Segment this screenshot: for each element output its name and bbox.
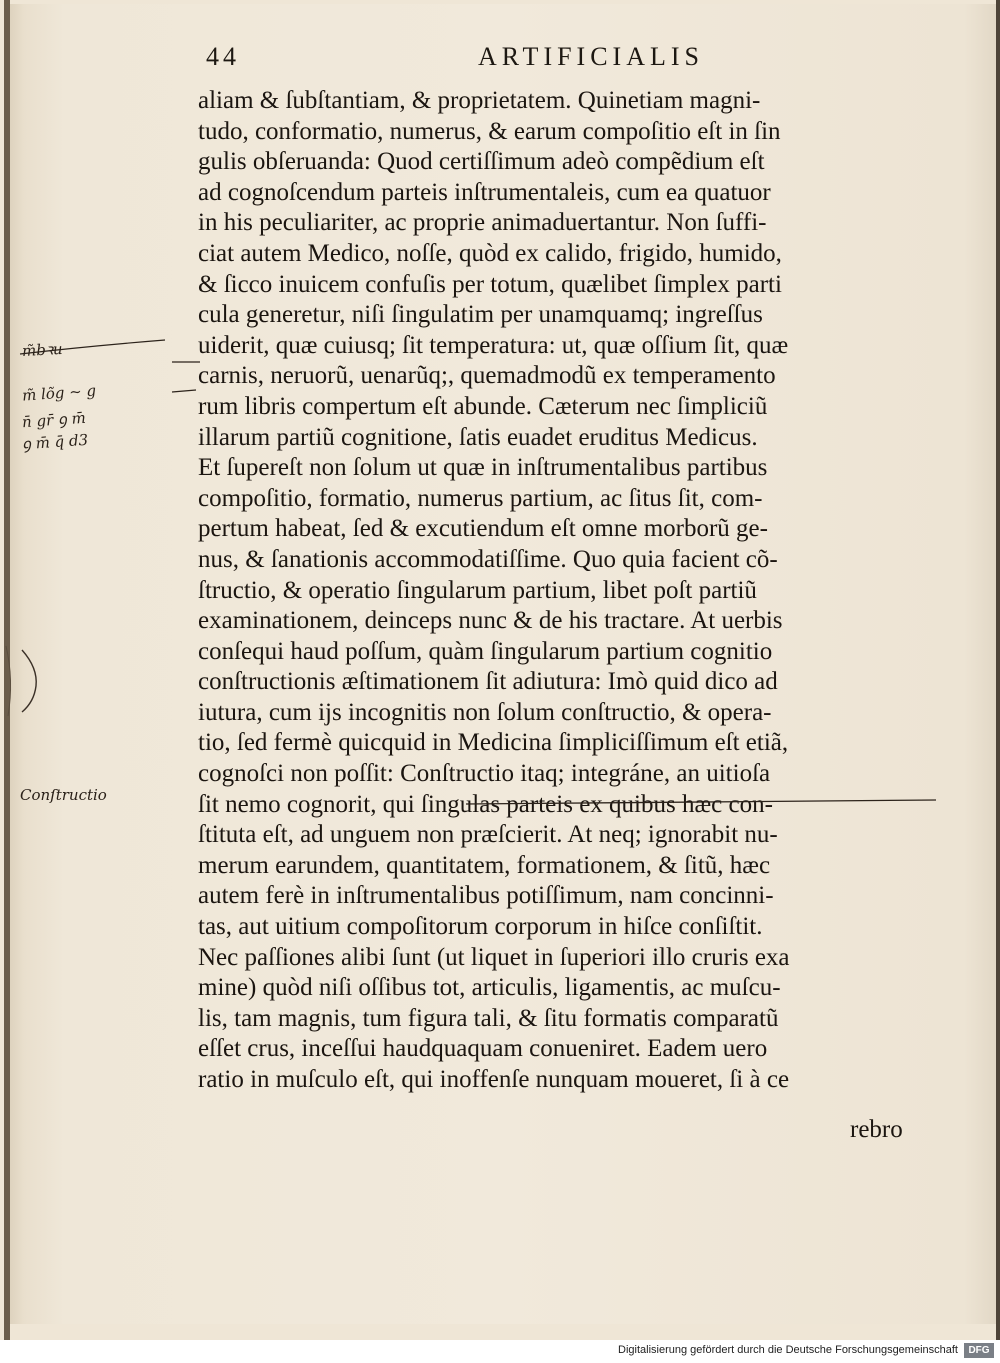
underline-mark (466, 800, 936, 804)
page-number: 44 (206, 42, 240, 71)
text-line: illarum partiũ cognitione, ſatis euadet eruditus Medicus. (198, 423, 758, 451)
dfg-logo: DFG (964, 1343, 994, 1358)
text-line: conſequi haud poſſum, quàm ſingularum partium cognitio (198, 637, 773, 665)
text-line: eſſet crus, inceſſui haudquaquam conueniret. Eadem uero (198, 1035, 768, 1063)
text-line: rum libris compertum eſt abunde. Cæterum nec ſimpliciũ (198, 392, 768, 420)
text-line: merum earundem, quantitatem, formationem, & ſitũ, hæc (198, 851, 771, 879)
text-line: mine) quòd niſi oſſibus tot, articulis, ligamentis, ac muſcu- (198, 974, 781, 1002)
text-line: tas, aut uitium compoſitorum corporum in hiſce conſiſtit. (198, 913, 763, 941)
text-line: aliam & ſubſtantiam, & proprietatem. Quinetiam magni- (198, 87, 761, 114)
bracket-mark (22, 650, 36, 712)
running-title: ARTIFICIALIS (478, 42, 704, 71)
text-line: ſit nemo cognorit, qui ſingulas parteis ex quibus hæc con- (198, 790, 773, 818)
text-line: ſtituta eſt, ad unguem non præſcierit. At neq; ignorabit nu- (198, 821, 778, 849)
marginal-note-1: m̃bꝛu (21, 339, 64, 361)
text-line: Et ſupereſt non ſolum ut quæ in inſtrumentalibus partibus (198, 454, 768, 482)
marginal-note-4: ꝯ m̄ q̄ d3 (21, 430, 89, 454)
footer-credit: Digitalisierung gefördert durch die Deutsche Forschungsgemeinschaft (618, 1344, 958, 1356)
text-line: in his peculiariter, ac proprie animaduertantur. Non ſuffi- (198, 209, 767, 237)
catchword: rebro (850, 1116, 903, 1143)
text-line: ratio in muſculo eſt, qui inoffenſe nunquam moueret, ſi à ce (198, 1066, 790, 1093)
text-line: Nec paſſiones alibi ſunt (ut liquet in ſuperiori illo cruris exa (198, 943, 790, 971)
text-line: iutura, cum ijs incognitis non ſolum conſtructio, & opera- (198, 698, 772, 726)
text-line: & ſicco inuicem confuſis per totum, quælibet ſimplex parti (198, 270, 782, 298)
marginal-note-2: m̃ lõg ~ g (21, 381, 97, 405)
text-line: autem ferè in inſtrumentalibus potiſſimum, nam concinni- (198, 882, 774, 910)
text-line: pertum habeat, ſed & excutiendum eſt omne morborũ ge- (198, 515, 768, 543)
text-line: uiderit, quæ cuiusq; ſit temperatura: ut, quæ oſſium ſit, quæ (198, 331, 789, 359)
text-line: compoſitio, formatio, numerus partium, ac ſitus ſit, com- (198, 484, 763, 512)
text-line: ciat autem Medico, noſſe, quòd ex calido, frigido, humido, (198, 239, 782, 267)
text-line: cula generetur, niſi ſingulatim per unamquamq; ingreſſus (198, 301, 763, 329)
text-line: carnis, neruorũ, uenarũq;, quemadmodũ ex temperamento (198, 362, 776, 390)
text-line: ad cognoſcendum parteis inſtrumentaleis, cum ea quatuor (198, 178, 771, 206)
text-line: tio, ſed fermè quicquid in Medicina ſimpliciſſimum eſt etiã, (198, 729, 789, 757)
marginal-note-3: n̄ gr̄ ꝯ m̄ (21, 408, 87, 432)
text-line: examinationem, deinceps nunc & de his tractare. At uerbis (198, 607, 783, 635)
text-line: gulis obſeruanda: Quod certiſſimum adeò compẽdium eſt (198, 148, 765, 176)
marginal-note-5: Conſtructio (20, 786, 107, 804)
text-line: ſtructio, & operatio ſingularum partium, libet poſt partiũ (198, 576, 757, 604)
text-line: conſtructionis æſtimationem ſit adiutura: Imò quid dico ad (198, 668, 778, 696)
binding-string (6, 646, 11, 716)
text-line: cognoſci non poſſit: Conſtructio itaq; integráne, an uitioſa (198, 760, 771, 788)
text-line: nus, & ſanationis accommodatiſſime. Quo quia facient cõ- (198, 545, 778, 573)
footer-bar (0, 1340, 1000, 1363)
text-line: tudo, conformatio, numerus, & earum compoſitio eſt in ſin (198, 117, 781, 145)
ink-stroke (20, 340, 165, 354)
ink-stroke (172, 390, 196, 392)
text-line: lis, tam magnis, tum figura tali, & ſitu formatis comparatũ (198, 1004, 779, 1032)
